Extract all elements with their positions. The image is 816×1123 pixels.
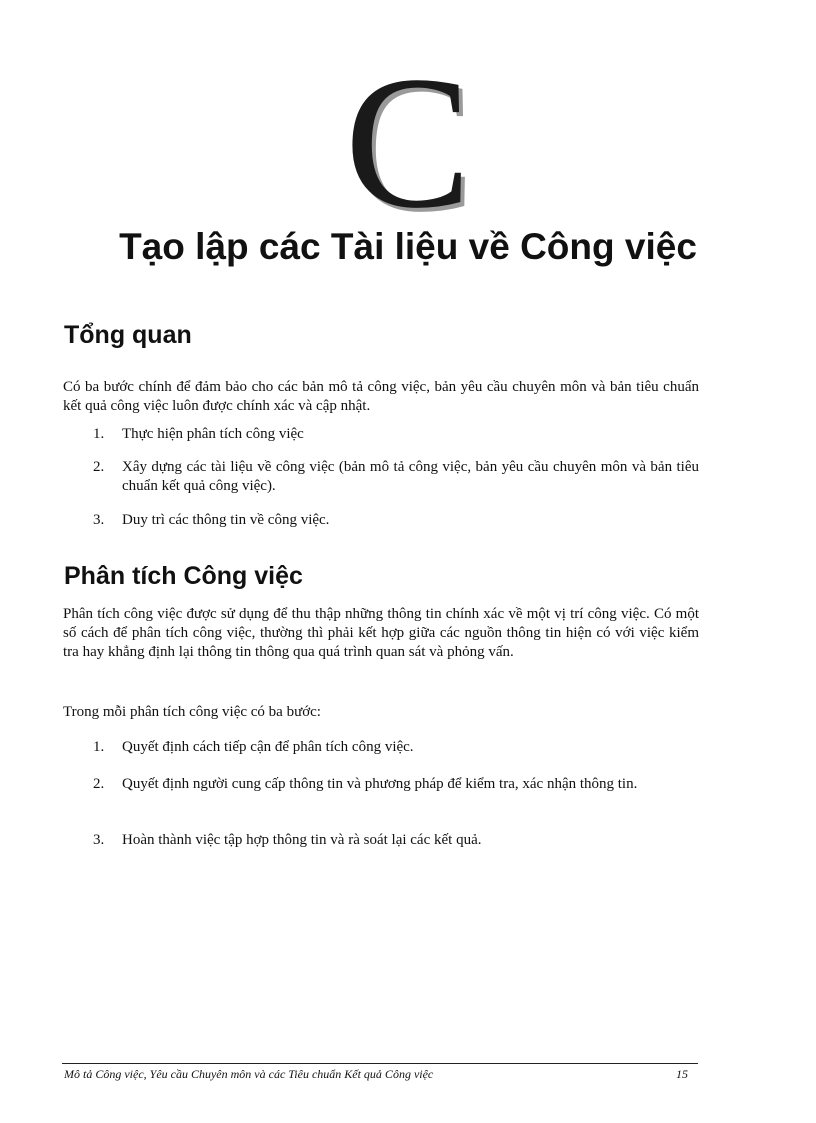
list-number: 1. xyxy=(93,739,105,755)
overview-intro: Có ba bước chính để đảm bảo cho các bản mô tả công việc, bản yêu cầu chuyên môn và bản tiêu chuẩn kết quả công việc luôn được chính xác và cập nhật. xyxy=(63,379,699,414)
list-text: Duy trì các thông tin về công việc. xyxy=(122,512,330,528)
list-text: Quyết định cách tiếp cận để phân tích công việc. xyxy=(122,739,414,755)
chapter-letter: C xyxy=(344,38,472,248)
list-text: Xây dựng các tài liệu về công việc (bản mô tả công việc, bản yêu cầu chuyên môn và bản tiêu chuẩn kết quả công việc). xyxy=(122,459,699,494)
section-heading-analysis: Phân tích Công việc xyxy=(64,562,303,590)
list-text: Quyết định người cung cấp thông tin và phương pháp để kiểm tra, xác nhận thông tin. xyxy=(122,776,638,792)
list-number: 3. xyxy=(93,512,105,528)
list-number: 2. xyxy=(93,776,105,792)
page-number: 15 xyxy=(676,1067,688,1081)
footer-divider xyxy=(62,1063,698,1064)
list-item xyxy=(93,738,699,757)
list-item xyxy=(93,458,699,496)
section-heading-overview: Tổng quan xyxy=(64,321,192,349)
list-item xyxy=(93,425,699,444)
analysis-paragraph: Phân tích công việc được sử dụng để thu thập những thông tin chính xác về một vị trí công việc. Có một số cách để phân tích công việc, thường thì phải kết hợp giữa các nguồn thông tin hiện có với việc kiểm tra hay khẳng định lại thông tin thông qua quá trình quan sát và phỏng vấn. xyxy=(63,606,699,660)
list-text: Hoàn thành việc tập hợp thông tin và rà soát lại các kết quả. xyxy=(122,832,482,848)
list-item xyxy=(93,831,699,850)
analysis-steps-intro: Trong mỗi phân tích công việc có ba bước: xyxy=(63,704,321,720)
list-item xyxy=(93,511,699,530)
list-number: 1. xyxy=(93,426,105,442)
list-item xyxy=(93,775,699,794)
list-number: 2. xyxy=(93,459,105,475)
footer-title: Mô tả Công việc, Yêu cầu Chuyên môn và các Tiêu chuẩn Kết quả Công việc xyxy=(64,1067,434,1081)
list-number: 3. xyxy=(93,832,105,848)
list-text: Thực hiện phân tích công việc xyxy=(122,426,304,442)
chapter-title: Tạo lập các Tài liệu về Công việc xyxy=(119,226,697,267)
